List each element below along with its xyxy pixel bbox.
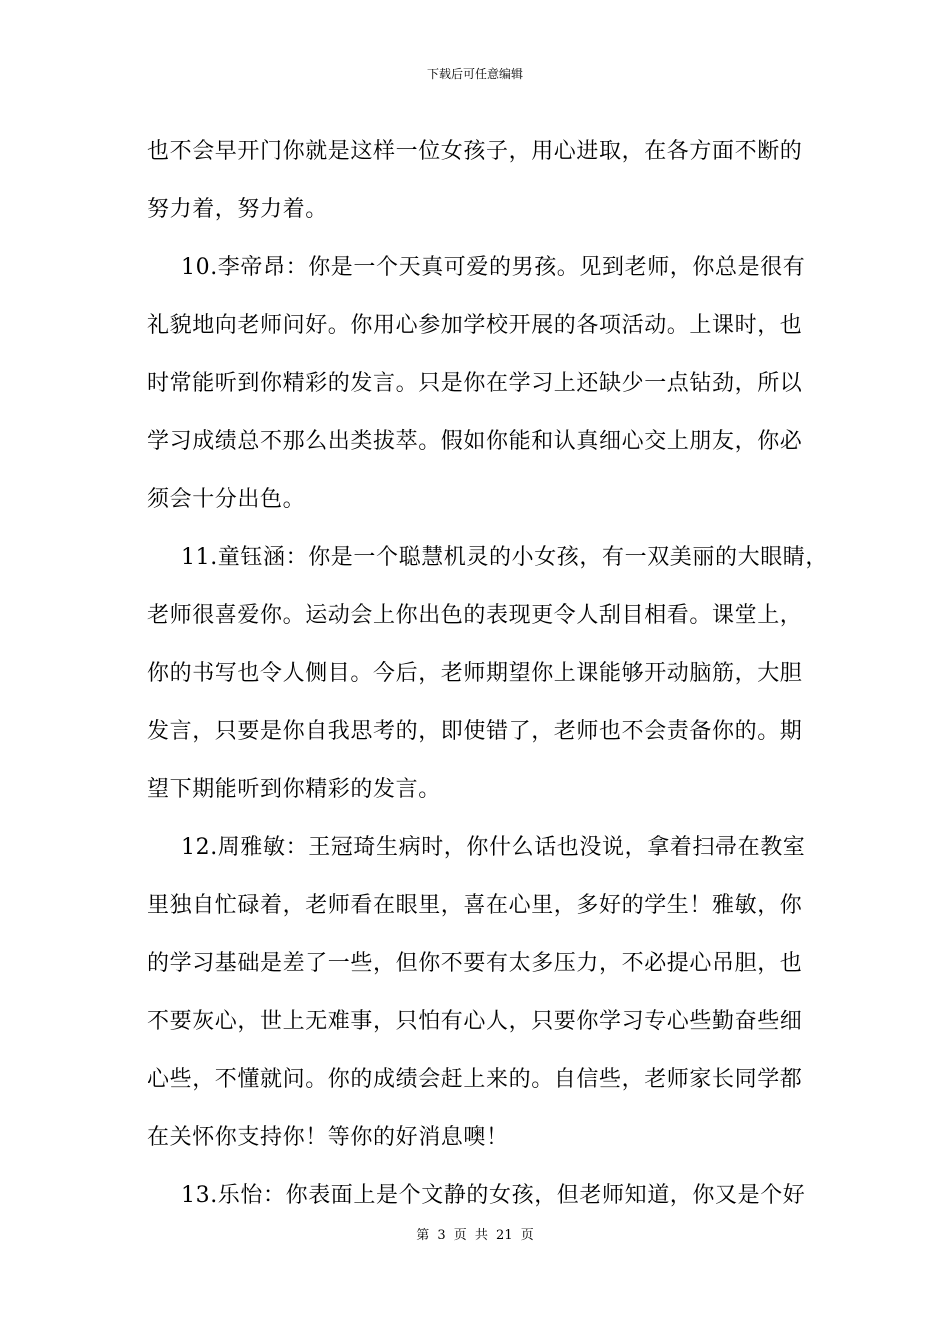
text-line: 里独自忙碌着，老师看在眼里，喜在心里，多好的学生！雅敏，你 (147, 893, 803, 918)
text-line: 发言，只要是你自我思考的，即使错了，老师也不会责备你的。期 (147, 719, 803, 744)
text-line: 的学习基础是差了一些，但你不要有太多压力，不必提心吊胆，也 (147, 951, 803, 976)
paragraph (147, 246, 807, 536)
text-line: 不要灰心，世上无难事，只怕有心人，只要你学习专心些勤奋些细 (147, 1009, 803, 1034)
document-body (147, 130, 828, 1232)
paragraph (147, 536, 828, 826)
text-line: 望下期能听到你精彩的发言。 (147, 777, 441, 802)
text-line: 也不会早开门你就是这样一位女孩子，用心进取，在各方面不断的 (147, 139, 803, 164)
text-line: 13.乐怡：你表面上是个文静的女孩，但老师知道，你又是个好 (181, 1183, 806, 1208)
paragraph (147, 826, 807, 1174)
text-line: 10.李帝昂：你是一个天真可爱的男孩。见到老师，你总是很有 (181, 255, 806, 280)
text-line: 心些，不懂就问。你的成绩会赶上来的。自信些，老师家长同学都 (147, 1067, 803, 1092)
page-header: 下载后可任意编辑 (426, 67, 523, 81)
text-line: 须会十分出色。 (147, 487, 306, 512)
text-line: 12.周雅敏：王冠琦生病时，你什么话也没说，拿着扫帚在教室 (181, 835, 806, 860)
text-line: 努力着，努力着。 (147, 197, 328, 222)
paragraph (147, 1174, 807, 1232)
page-footer: 第 3 页 共 21 页 (416, 1228, 534, 1243)
text-line: 礼貌地向老师问好。你用心参加学校开展的各项活动。上课时，也 (147, 313, 803, 338)
paragraph (147, 130, 807, 246)
text-line: 你的书写也令人侧目。今后，老师期望你上课能够开动脑筋，大胆 (147, 661, 803, 686)
text-line: 时常能听到你精彩的发言。只是你在学习上还缺少一点钻劲，所以 (147, 371, 803, 396)
text-line: 老师很喜爱你。运动会上你出色的表现更令人刮目相看。课堂上， (147, 603, 803, 628)
text-line: 在关怀你支持你！等你的好消息噢！ (147, 1125, 509, 1150)
text-line: 11.童钰涵：你是一个聪慧机灵的小女孩，有一双美丽的大眼睛， (181, 545, 828, 570)
text-line: 学习成绩总不那么出类拔萃。假如你能和认真细心交上朋友，你必 (147, 429, 803, 454)
